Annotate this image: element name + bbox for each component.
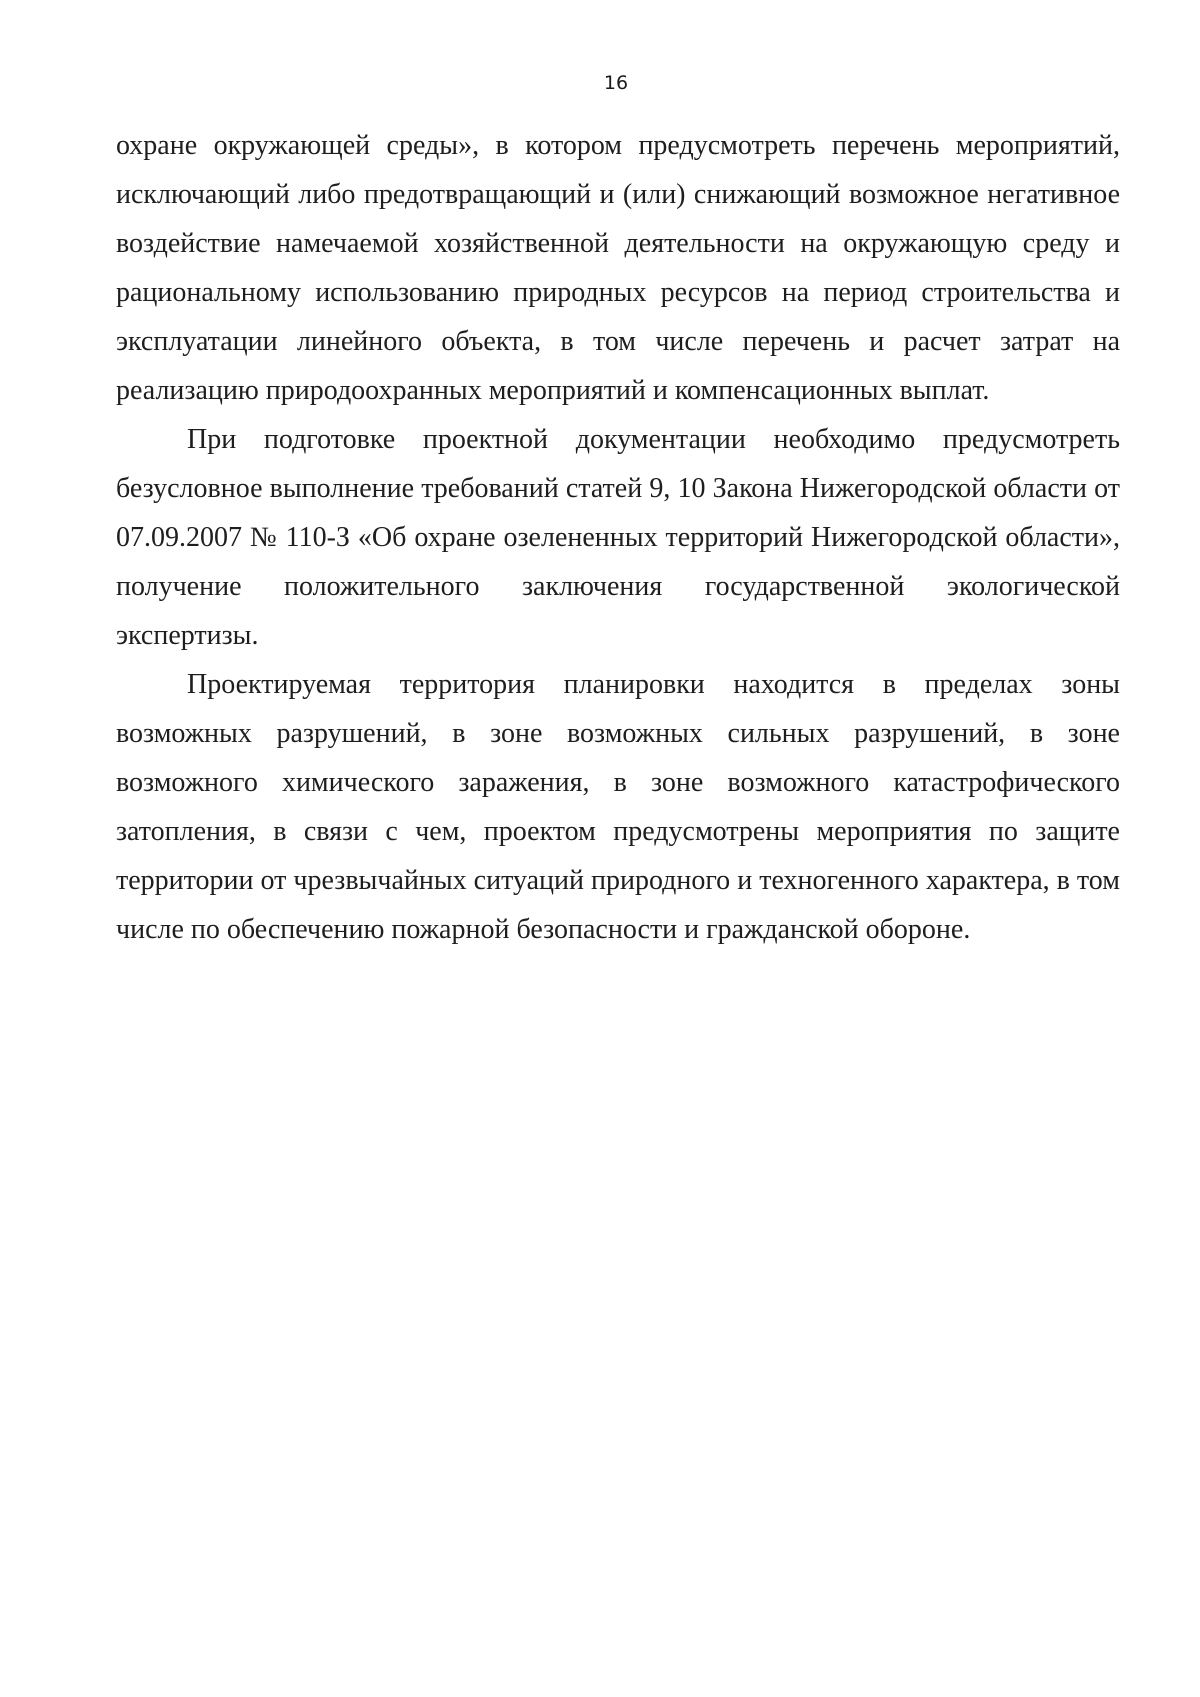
page-number: 16 bbox=[603, 72, 629, 94]
paragraph-emergency-zones: Проектируемая территория планировки находится в пределах зоны возможных разрушений, в зоне возможных сильных разрушений, в зоне возможного химического заражения, в зоне возможного катастрофического затопления, в связи с чем, проектом предусмотрены мероприятия по защите территории от чрезвычайных ситуаций природного и техногенного характера, в том числе по обеспечению пожарной безопасности и гражданской обороне. bbox=[116, 669, 1120, 945]
paragraph-project-documentation: При подготовке проектной документации необходимо предусмотреть безусловное выполнение требований статей 9, 10 Закона Нижегородской области от 07.09.2007 № 110-З «Об охране озелененных территорий Нижегородской области», получение положительного заключения государственной экологической экспертизы. bbox=[116, 424, 1120, 651]
document-body bbox=[116, 121, 1120, 954]
paragraph-environmental-measures: охране окружающей среды», в котором предусмотреть перечень мероприятий, исключающий либо предотвращающий и (или) снижающий возможное негативное воздействие намечаемой хозяйственной деятельности на окружающую среду и рациональному использованию природных ресурсов на период строительства и эксплуатации линейного объекта, в том числе перечень и расчет затрат на реализацию природоохранных мероприятий и компенсационных выплат. bbox=[116, 130, 1120, 406]
